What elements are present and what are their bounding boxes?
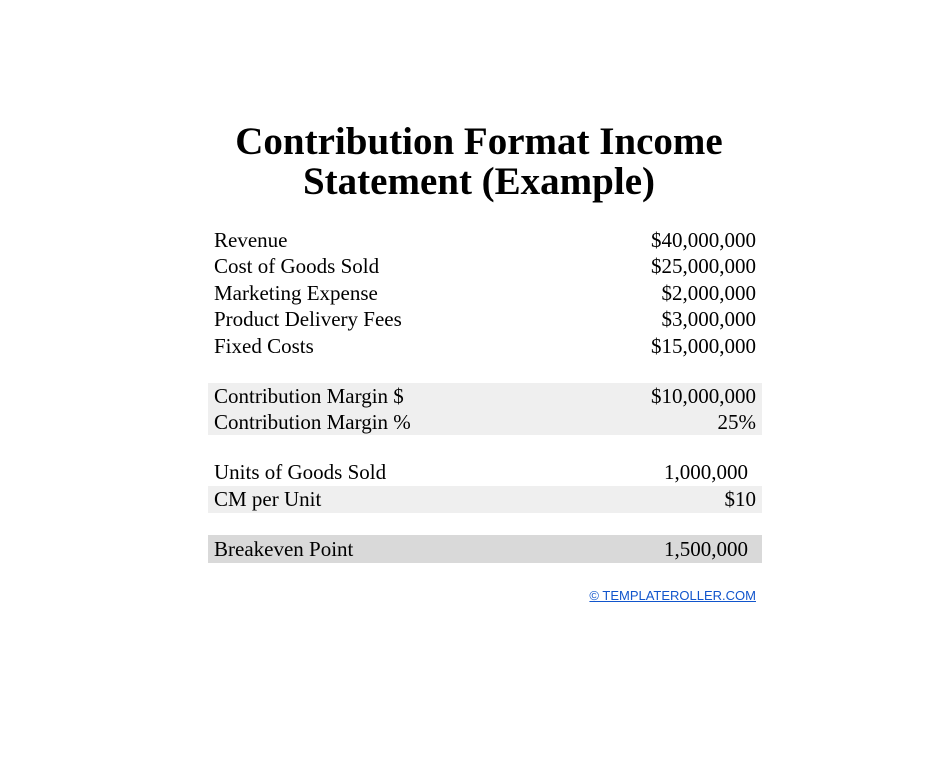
table-row — [208, 486, 762, 513]
table-row — [208, 227, 762, 253]
row-label: Fixed Costs — [214, 333, 314, 358]
row-label: Breakeven Point — [214, 537, 354, 561]
title-line-2: Statement (Example) — [302, 160, 655, 203]
row-label: CM per Unit — [214, 487, 322, 511]
row-label: Contribution Margin % — [214, 410, 411, 434]
table-row — [208, 535, 762, 563]
row-value: $10,000,000 — [651, 384, 756, 408]
table-row — [208, 280, 762, 306]
row-value: $40,000,000 — [651, 228, 756, 252]
row-value: $25,000,000 — [651, 254, 756, 279]
row-value: 25% — [717, 410, 756, 434]
row-value: 1,500,000 — [664, 537, 748, 561]
cost-section — [208, 227, 762, 359]
row-label: Cost of Goods Sold — [214, 254, 380, 279]
table-row — [208, 333, 762, 359]
units-section — [208, 459, 762, 513]
row-value: $15,000,000 — [651, 333, 756, 358]
table-row — [208, 383, 762, 409]
row-label: Marketing Expense — [214, 280, 378, 305]
row-label: Revenue — [214, 228, 288, 252]
row-value: $2,000,000 — [661, 280, 756, 305]
title-line-1: Contribution Format Income — [235, 120, 723, 163]
page-title — [0, 122, 950, 202]
table-row — [208, 253, 762, 279]
row-label: Product Delivery Fees — [214, 307, 402, 332]
row-value: 1,000,000 — [664, 460, 748, 484]
credit-link[interactable]: © TEMPLATEROLLER.COM — [589, 588, 756, 603]
breakeven-section — [208, 535, 762, 563]
row-value: $10 — [724, 487, 756, 511]
margin-section — [208, 383, 762, 435]
table-row — [208, 306, 762, 332]
table-row — [208, 459, 762, 486]
table-row — [208, 409, 762, 435]
row-label: Contribution Margin $ — [214, 384, 404, 408]
row-value: $3,000,000 — [661, 307, 756, 332]
row-label: Units of Goods Sold — [214, 460, 387, 484]
